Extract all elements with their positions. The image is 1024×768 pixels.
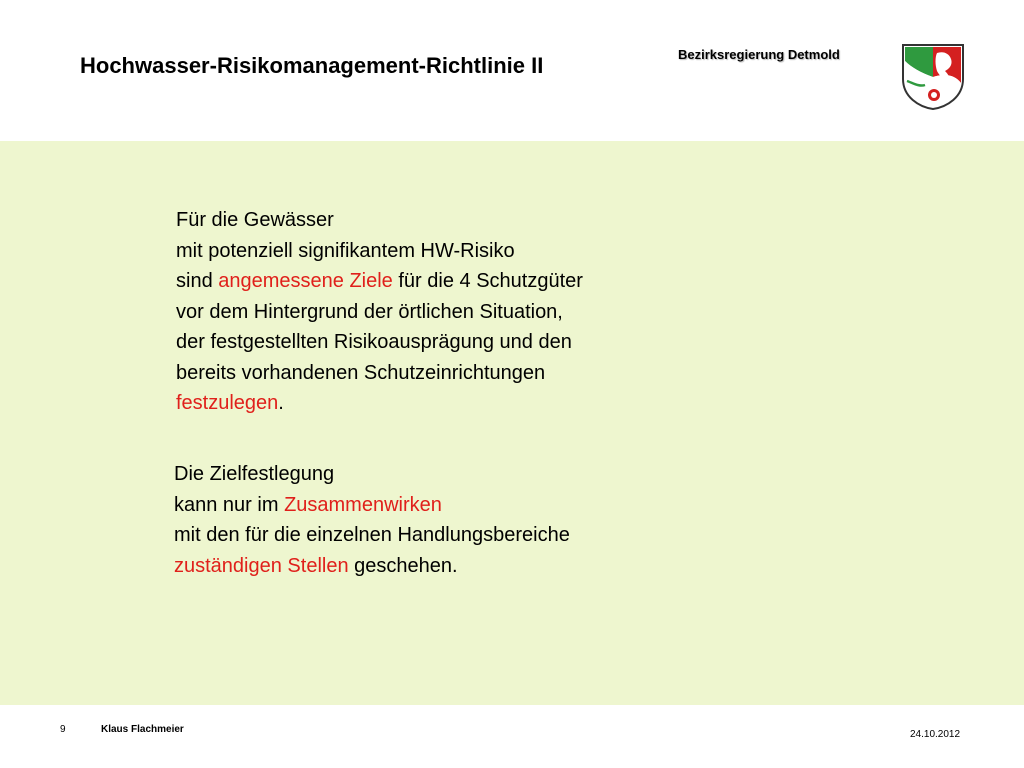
text-line: mit den für die einzelnen Handlungsbereiche [174, 524, 570, 546]
page-title: Hochwasser-Risikomanagement-Richtlinie II [80, 53, 544, 78]
highlight-text: festzulegen [176, 392, 279, 414]
paragraph-cooperation [174, 459, 570, 581]
paragraph-goals [176, 205, 583, 419]
text-line: Für die Gewässer [176, 209, 334, 231]
page-number: 9 [60, 724, 66, 735]
text-line: vor dem Hintergrund der örtlichen Situation, [176, 300, 563, 323]
text-line: der festgestellten Risikoausprägung und den [176, 331, 572, 353]
organization-name: Bezirksregierung Detmold [678, 47, 840, 62]
text-line: mit potenziell signifikantem HW-Risiko [176, 239, 515, 262]
text-line: Die Zielfestlegung [174, 463, 335, 485]
highlight-text: Zusammenwirken [284, 493, 442, 516]
text-line: zuständigen Stellen geschehen. [174, 554, 458, 577]
highlight-text: angemessene Ziele [218, 270, 393, 292]
nrw-coat-of-arms-icon [901, 43, 965, 111]
text-line: bereits vorhandenen Schutzeinrichtungen [176, 361, 546, 384]
highlight-text: zuständigen Stellen [174, 554, 349, 577]
text-line: festzulegen. [176, 392, 284, 414]
author-name: Klaus Flachmeier [101, 724, 184, 735]
date: 24.10.2012 [910, 729, 961, 740]
text-line: kann nur im Zusammenwirken [174, 493, 442, 516]
content-area [0, 141, 1024, 705]
text-line: sind angemessene Ziele für die 4 Schutzgüter [176, 270, 583, 292]
